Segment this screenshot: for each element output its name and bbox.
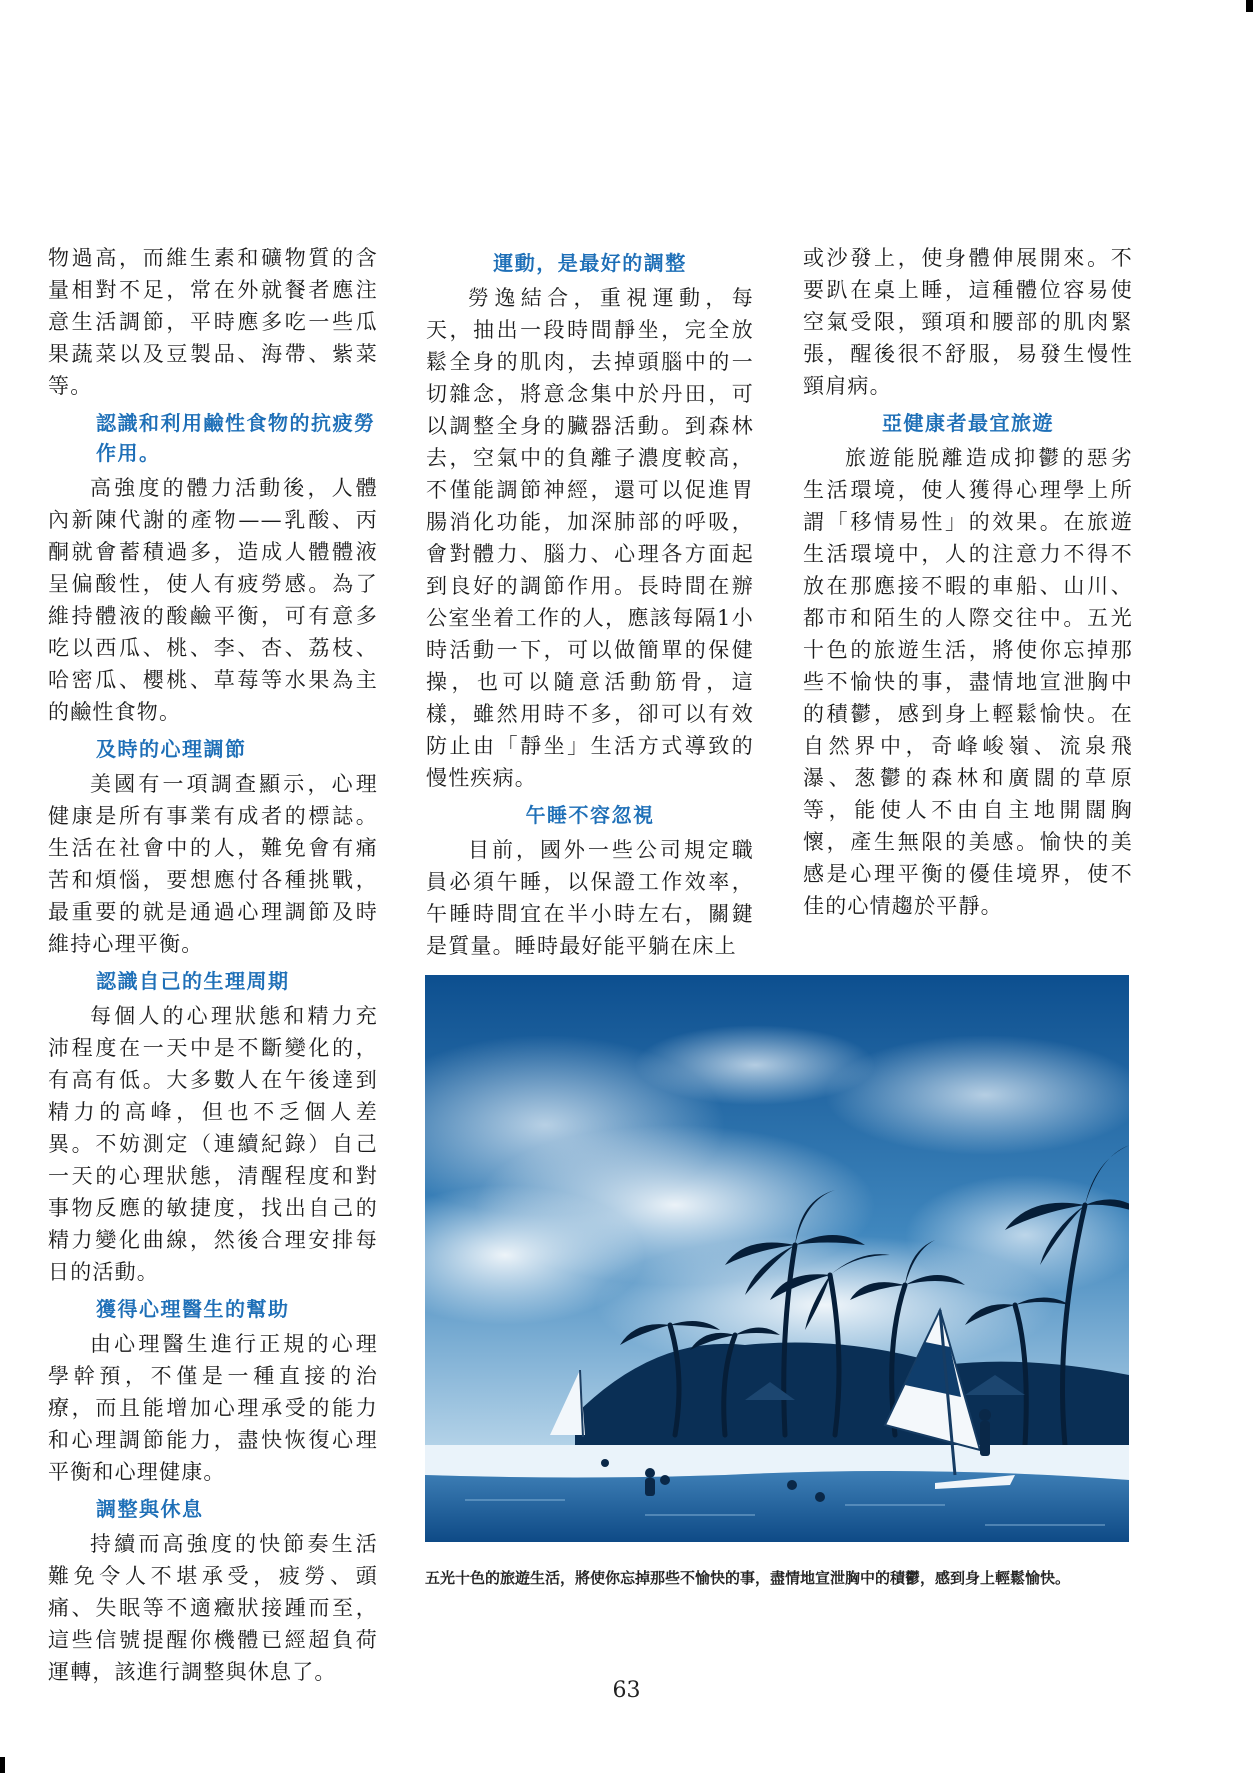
- section-heading: 運動，是最好的調整: [493, 251, 687, 275]
- paragraph: 由心理醫生進行正規的心理學幹預，不僅是一種直接的治療，而且能增加心理承受的能力和心理調節能力，盡快恢復心理平衡和心理健康。: [48, 1332, 378, 1484]
- paragraph: 美國有一項調查顯示，心理健康是所有事業有成者的標誌。生活在社會中的人，難免會有痛苦和煩惱，要想應付各種挑戰，最重要的就是通過心理調節及時維持心理平衡。: [48, 772, 378, 956]
- section-heading: 獲得心理醫生的幫助: [96, 1297, 290, 1321]
- section-heading: 認識自己的生理周期: [96, 969, 290, 993]
- section-heading: 及時的心理調節: [96, 737, 247, 761]
- paragraph: 高強度的體力活動後，人體內新陳代謝的產物——乳酸、丙酮就會蓄積過多，造成人體體液呈偏酸性，使人有疲勞感。為了維持體液的酸鹼平衡，可有意多吃以西瓜、桃、李、杏、荔枝、哈密瓜、櫻桃、草莓等水果為主的鹼性食物。: [48, 476, 378, 724]
- text-column-2: [426, 242, 754, 962]
- page-number: 63: [612, 1678, 641, 1703]
- photo-caption: 五光十色的旅遊生活，將使你忘掉那些不愉快的事，盡情地宣泄胸中的積鬱，感到身上輕鬆愉快。: [425, 1569, 1071, 1587]
- section-heading: 調整與休息: [96, 1497, 204, 1521]
- paragraph: 物過高，而維生素和礦物質的含量相對不足，常在外就餐者應注意生活調節，平時應多吃一些瓜果蔬菜以及豆製品、海帶、紫菜等。: [48, 246, 378, 398]
- section-heading: 認識和利用鹼性食物的抗疲勞作用。: [96, 411, 376, 465]
- paragraph: 旅遊能脱離造成抑鬱的惡劣生活環境，使人獲得心理學上所謂「移情易性」的效果。在旅遊生活環境中，人的注意力不得不放在那應接不暇的車船、山川、都市和陌生的人際交往中。五光十色的旅遊生活，將使你忘掉那些不愉快的事，盡情地宣泄胸中的積鬱，感到身上輕鬆愉快。在自然界中，奇峰峻嶺、流泉飛瀑、葱鬱的森林和廣闊的草原等，能使人不由自主地開闊胸懷，產生無限的美感。愉快的美感是心理平衡的優佳境界，使不佳的心情趨於平靜。: [803, 446, 1133, 918]
- paragraph: 每個人的心理狀態和精力充沛程度在一天中是不斷變化的，有高有低。大多數人在午後達到精力的高峰，但也不乏個人差異。不妨測定（連續紀錄）自己一天的心理狀態，清醒程度和對事物反應的敏捷度，找出自己的精力變化曲線，然後合理安排每日的活動。: [48, 1004, 378, 1284]
- paragraph: 勞逸結合，重視運動，每天，抽出一段時間靜坐，完全放鬆全身的肌肉，去掉頭腦中的一切雜念，將意念集中於丹田，可以調整全身的臟器活動。到森林去，空氣中的負離子濃度較高，不僅能調節神經，還可以促進胃腸消化功能，加深肺部的呼吸，會對體力、腦力、心理各方面起到良好的調節作用。長時間在辦公室坐着工作的人，應該每隔1小時活動一下，可以做簡單的保健操，也可以隨意活動筋骨，這樣，雖然用時不多，卻可以有效防止由「靜坐」生活方式導致的慢性疾病。: [426, 286, 754, 790]
- text-column-1: [48, 242, 378, 1688]
- section-heading: 亞健康者最宜旅遊: [882, 411, 1054, 435]
- beach-photo: [425, 975, 1129, 1542]
- paragraph: 目前，國外一些公司規定職員必須午睡，以保證工作效率，午睡時間宜在半小時左右，關鍵是質量。睡時最好能平躺在床上: [426, 838, 754, 958]
- text-column-3: [803, 242, 1133, 922]
- corner-mark-bottom-left: [0, 1757, 5, 1773]
- paragraph: 或沙發上，使身體伸展開來。不要趴在桌上睡，這種體位容易使空氣受限，頸項和腰部的肌肉緊張，醒後很不舒服，易發生慢性頸肩病。: [803, 246, 1133, 398]
- paragraph: 持續而高強度的快節奏生活難免令人不堪承受，疲勞、頭痛、失眠等不適癥狀接踵而至，這些信號提醒你機體已經超負荷運轉，該進行調整與休息了。: [48, 1532, 378, 1684]
- section-heading: 午睡不容忽視: [525, 803, 655, 827]
- corner-mark-top-right: [1246, 0, 1253, 12]
